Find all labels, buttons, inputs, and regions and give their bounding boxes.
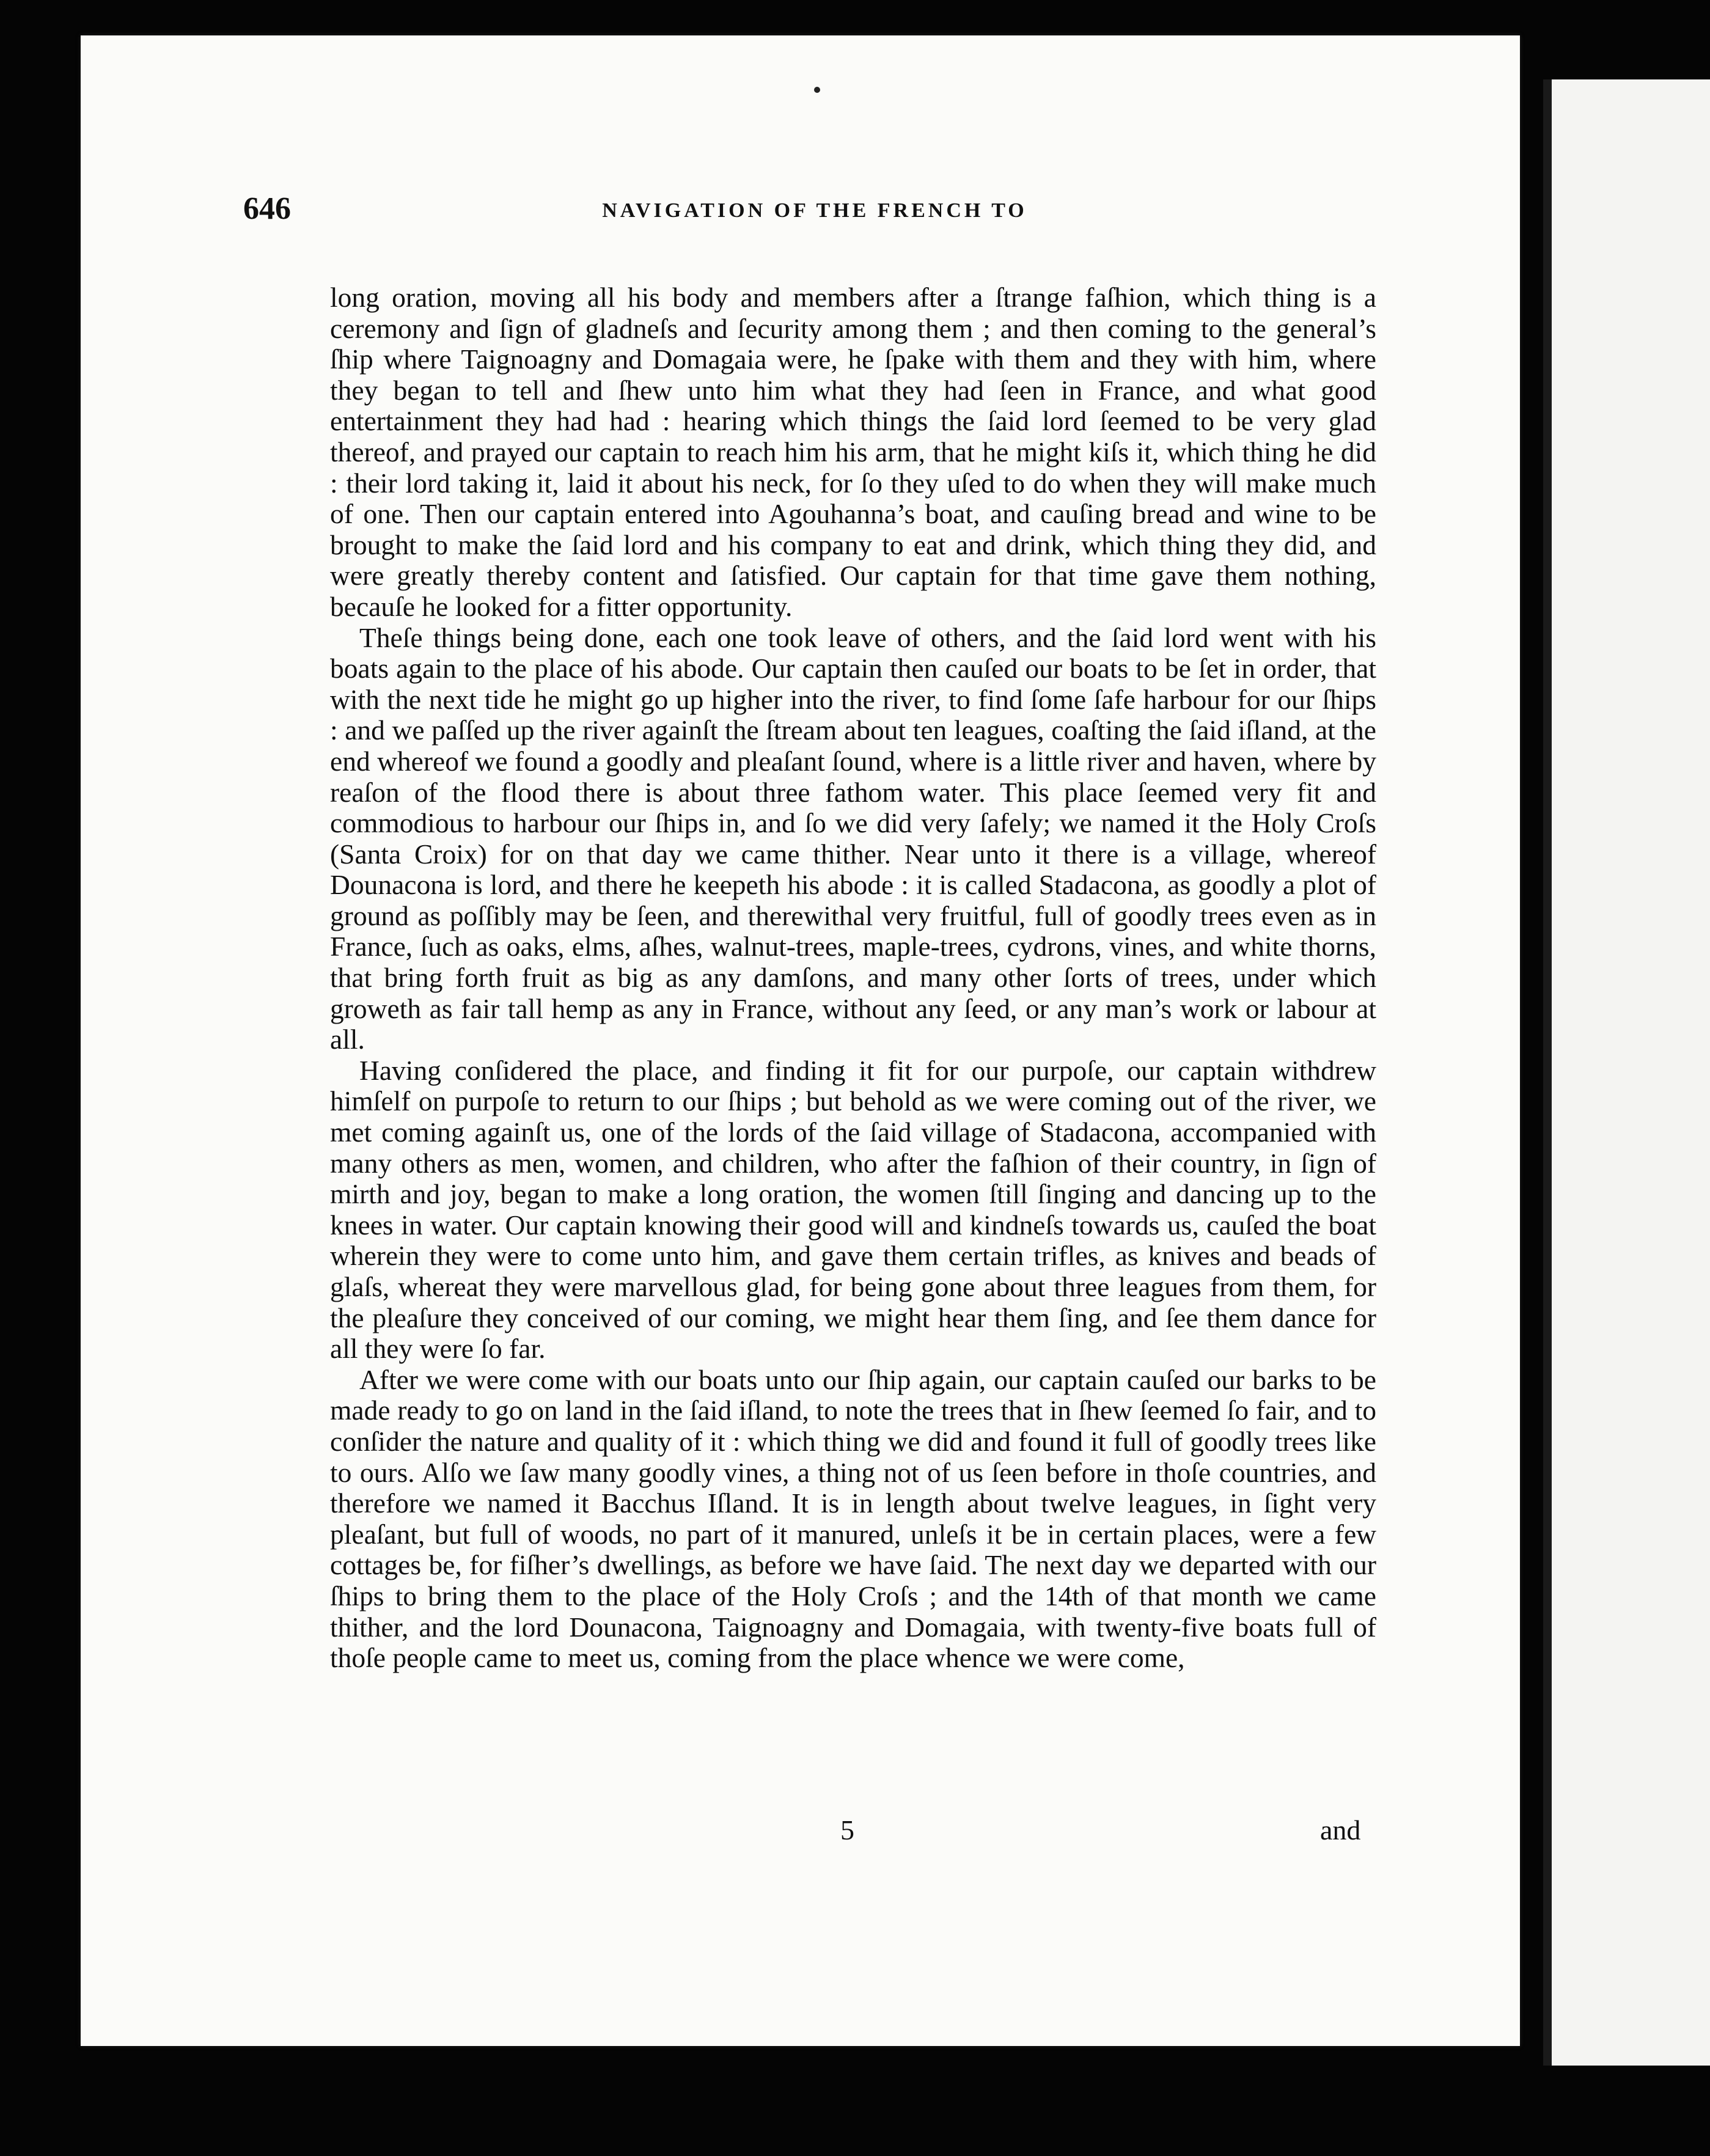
paragraph-1: long oration, moving all his body and members after a ſtrange faſhion, which thing is a ceremony and ſign of gladneſs and ſecurity among them ; and then coming to the general’s ſhip where Taignoagny and Domagaia were, he ſpake with them and they with him, where they began to tell and ſhew unto him what they had ſeen in France, and what good entertainment they had had : hearing which things the ſaid lord ſeemed to be very glad thereof, and prayed our captain to reach him his arm, that he might kiſs it, which thing he did : their lord taking it, laid it about his neck, for ſo they uſed to do when they will make much of one. Then our captain entered into Agouhanna’s boat, and cauſing bread and wine to be brought to make the ſaid lord and his company to eat and drink, which thing they did, and were greatly thereby content and ſatisfied. Our captain for that time gave them nothing, becauſe he looked for a fitter opportunity. [330,282,1376,622]
running-head [243,191,1386,240]
signature-mark: 5 [840,1814,854,1846]
facing-page-edge [1543,79,1710,2066]
paragraph-4: After we were come with our boats unto our ſhip again, our captain cauſed our barks to be made ready to go on land in the ſaid iſland, to note the trees that in ſhew ſeemed ſo fair, and to conſider the nature and quality of it : which thing we did and found it full of goodly trees like to ours. Alſo we ſaw many goodly vines, a thing not of us ſeen before in thoſe countries, and therefore we named it Bacchus Iſland. It is in length about twelve leagues, in ſight very pleaſant, but full of woods, no part of it manured, unleſs it be in certain places, were a few cottages be, for fiſher’s dwellings, as before we have ſaid. The next day we departed with our ſhips to bring them to the place of the Holy Croſs ; and the 14th of that month we came thither, and the lord Dounacona, Taignoagny and Domagaia, with twenty-five boats full of thoſe people came to meet us, coming from the place whence we were come, [330,1363,1376,1674]
ink-speck [814,87,820,93]
paragraph-2: Theſe things being done, each one took leave of others, and the ſaid lord went with his boats again to the place of his abode. Our captain then cauſed our boats to be ſet in order, that with the next tide he might go up higher into the river, to find ſome ſafe harbour for our ſhips : and we paſſed up the river againſt the ſtream about ten leagues, coaſting the ſaid iſland, at the end whereof we found a goodly and pleaſant ſound, where is a little river and haven, where by reaſon of the flood there is about three fathom water. This place ſeemed very fit and commodious to harbour our ſhips in, and ſo we did very ſafely; we named it the Holy Croſs (Santa Croix) for on that day we came thither. Near unto it there is a village, whereof Dounacona is lord, and there he keepeth his abode : it is called Stadacona, as goodly a plot of ground as poſſibly may be ſeen, and therewithal very fruitful, full of goodly trees even as in France, ſuch as oaks, elms, aſhes, walnut-trees, maple-trees, cydrons, vines, and white thorns, that bring forth fruit as big as any damſons, and many other ſorts of trees, under which groweth as fair tall hemp as any in France, without any ſeed, or any man’s work or labour at all. [330,622,1376,1055]
running-title: NAVIGATION OF THE FRENCH TO [602,199,1027,222]
paragraph-3: Having conſidered the place, and finding it fit for our purpoſe, our captain withdrew himſelf on purpoſe to return to our ſhips ; but behold as we were coming out of the river, we met coming againſt us, one of the lords of the ſaid village of Stadacona, accompanied with many others as men, women, and children, who after the faſhion of their country, in ſign of mirth and joy, began to make a long oration, the women ſtill ſinging and dancing up to the knees in water. Our captain knowing their good will and kindneſs towards us, cauſed the boat wherein they were to come unto him, and gave them certain trifles, as knives and beads of glaſs, whereat they were marvellous glad, for being gone about three leagues from them, for the pleaſure they conceived of our coming, we might hear them ſing, and ſee them dance for all they were ſo far. [330,1054,1376,1365]
page-number: 646 [243,191,291,226]
body-text [330,282,1376,1674]
catchword: and [1320,1814,1361,1846]
